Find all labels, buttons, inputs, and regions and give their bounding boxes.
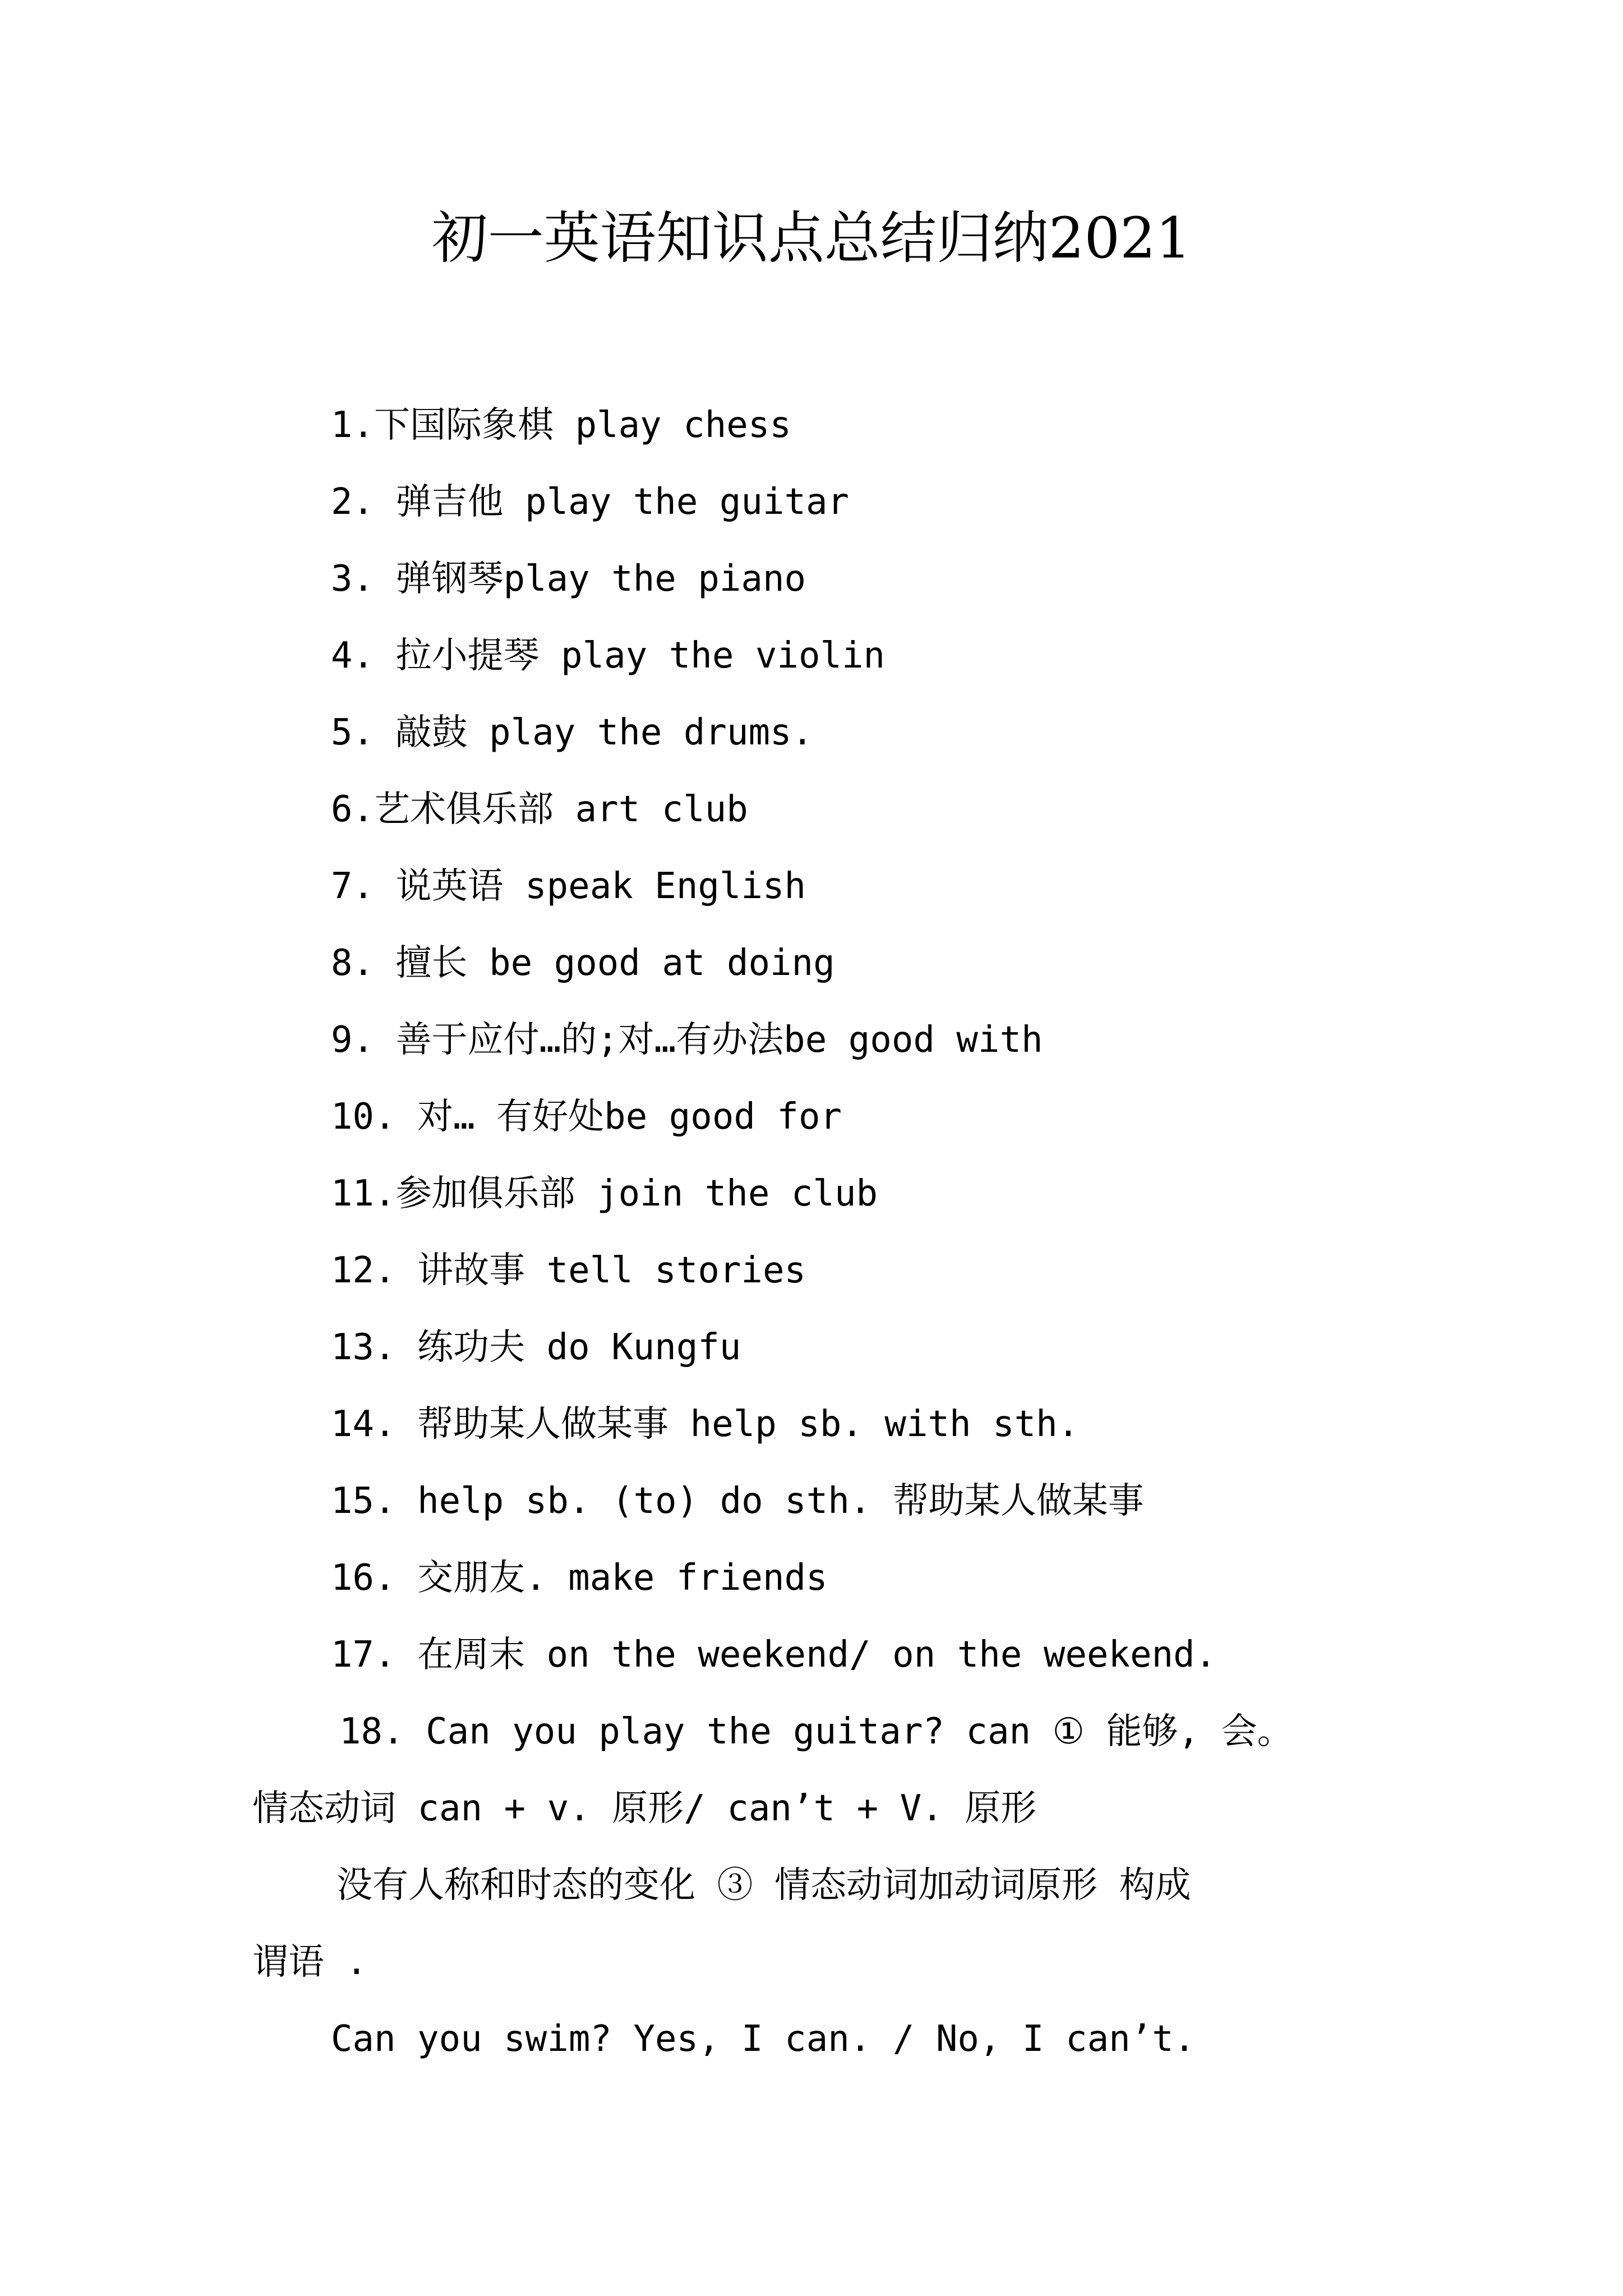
paragraph-line: 情态动词 can + v. 原形/ can’t + V. 原形 (252, 1788, 1037, 1829)
list-item: 4. 拉小提琴 play the violin (331, 635, 886, 677)
list-item: 9. 善于应付…的;对…有办法be good with (331, 1019, 1043, 1061)
list-item: 16. 交朋友. make friends (331, 1557, 828, 1599)
paragraph-line: 没有人称和时态的变化 ③ 情态动词加动词原形 构成 (336, 1865, 1191, 1906)
list-item: 6.艺术俱乐部 art club (331, 789, 748, 830)
paragraph-line: 18. Can you play the guitar? can ① 能够, 会。 (339, 1711, 1293, 1752)
list-item: 17. 在周末 on the weekend/ on the weekend. (331, 1634, 1217, 1676)
list-item: 2. 弹吉他 play the guitar (331, 481, 850, 523)
paragraph-line: 谓语 . (252, 1941, 368, 1983)
list-item: 7. 说英语 speak English (331, 866, 806, 907)
list-item: 12. 讲故事 tell stories (331, 1250, 806, 1291)
list-item: 15. help sb. (to) do sth. 帮助某人做某事 (331, 1480, 1144, 1522)
list-item: 8. 擅长 be good at doing (331, 942, 835, 984)
list-item: 3. 弹钢琴play the piano (331, 558, 806, 600)
paragraph-20 (252, 2001, 1391, 2078)
list-item: 10. 对… 有好处be good for (331, 1096, 842, 1138)
paragraph-line: Can you swim? Yes, I can. / No, I can’t. (331, 2018, 1196, 2060)
list-item: 14. 帮助某人做某事 help sb. with sth. (331, 1404, 1080, 1445)
list-item: 5. 敲鼓 play the drums. (331, 712, 814, 753)
document-title: 初一英语知识点总结归纳2021 (431, 205, 1192, 271)
paragraph-18 (252, 1694, 1391, 1847)
list-item: 1.下国际象棋 play chess (331, 404, 791, 446)
list-item: 11.参加俱乐部 join the club (331, 1173, 878, 1214)
list-item: 13. 练功夫 do Kungfu (331, 1327, 741, 1368)
paragraph-19 (252, 1847, 1391, 2001)
phrase-list (331, 387, 1216, 1694)
